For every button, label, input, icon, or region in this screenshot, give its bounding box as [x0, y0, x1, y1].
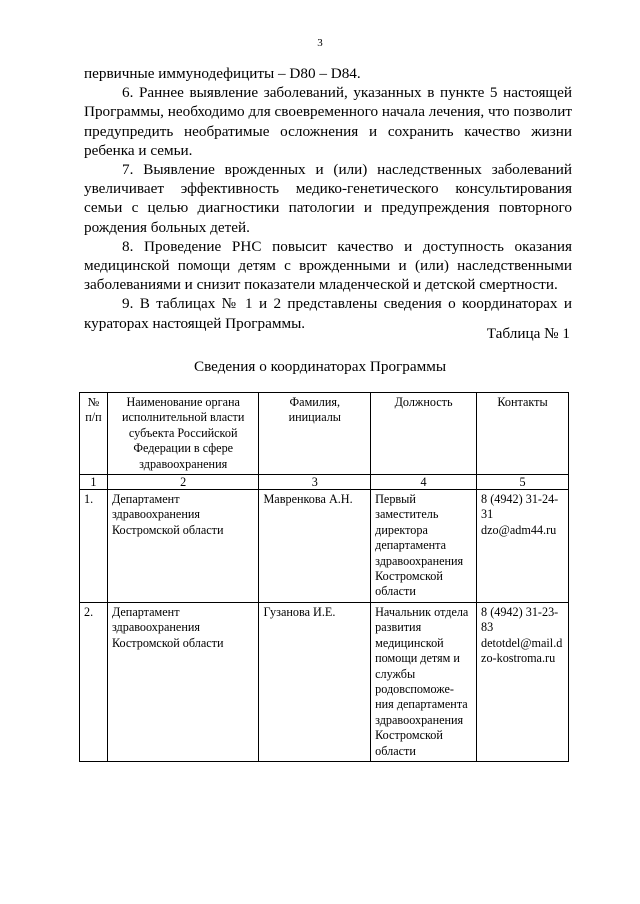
paragraph-continuation: первичные иммунодефициты – D80 – D84.: [84, 65, 361, 82]
table-header-row: [80, 393, 569, 475]
row-num: 2.: [80, 602, 108, 761]
row-name: Мавренкова А.Н.: [259, 490, 371, 603]
row-name: Гузанова И.Е.: [259, 602, 371, 761]
row-contacts: [477, 490, 569, 603]
header-organ: Наименование органа исполнительной власти субъекта Российской Федерации в сфере здравоохранения: [107, 393, 259, 475]
header-num: № п/п: [80, 393, 108, 475]
contact-phone: 8 (4942) 31-24-31: [481, 492, 559, 522]
column-number: 1: [80, 475, 108, 490]
table-label: Таблица № 1: [486, 325, 570, 342]
paragraph-9: 9. В таблицах № 1 и 2 представлены сведения о координаторах и кураторах настоящей Программы.: [84, 295, 572, 332]
row-organ: Департамент здравоохранения Костромской области: [107, 490, 259, 603]
row-contacts: [477, 602, 569, 761]
coordinators-table: [79, 392, 569, 762]
row-organ: Департамент здравоохранения Костромской области: [107, 602, 259, 761]
contact-email: dzo@adm44.ru: [481, 522, 557, 537]
header-position: Должность: [371, 393, 477, 475]
table-row: [80, 602, 569, 761]
paragraph-6: 6. Раннее выявление заболеваний, указанных в пункте 5 настоящей Программы, необходимо для своевременного начала лечения, что позволит предупредить необратимые осложнения и сохранить качество жизни ребенка и семьи.: [84, 84, 572, 159]
contact-email: detotdel@mail.dzo-kostroma.ru: [481, 635, 563, 666]
row-num: 1.: [80, 490, 108, 603]
paragraph-7: 7. Выявление врожденных и (или) наследственных заболеваний увеличивает эффективность медико-генетического консультирования семьи с целью диагностики патологии и предупреждения повторного рождения больных детей.: [84, 161, 572, 236]
header-contacts: Контакты: [477, 393, 569, 475]
column-number: 4: [371, 475, 477, 490]
column-number: 3: [259, 475, 371, 490]
table-row: [80, 490, 569, 603]
column-number-row: [80, 475, 569, 490]
header-name: Фамилия, инициалы: [259, 393, 371, 475]
contact-phone: 8 (4942) 31-23-83: [481, 604, 559, 635]
page-number: 3: [317, 37, 323, 49]
paragraph-8: 8. Проведение РНС повысит качество и доступность оказания медицинской помощи детям с врожденными и (или) наследственными заболеваниями и снизит показатели младенческой и детской смертности.: [84, 237, 572, 294]
column-number: 2: [107, 475, 259, 490]
row-position: Первый заместитель директора департамента здравоохранения Костромской области: [371, 490, 477, 603]
body-text: [84, 64, 572, 333]
table-title: Сведения о координаторах Программы: [193, 358, 447, 375]
row-position: Начальник отдела развития медицинской помощи детям и службы родовспоможе-ния департамента здравоохранения Костромской области: [371, 602, 477, 761]
column-number: 5: [477, 475, 569, 490]
